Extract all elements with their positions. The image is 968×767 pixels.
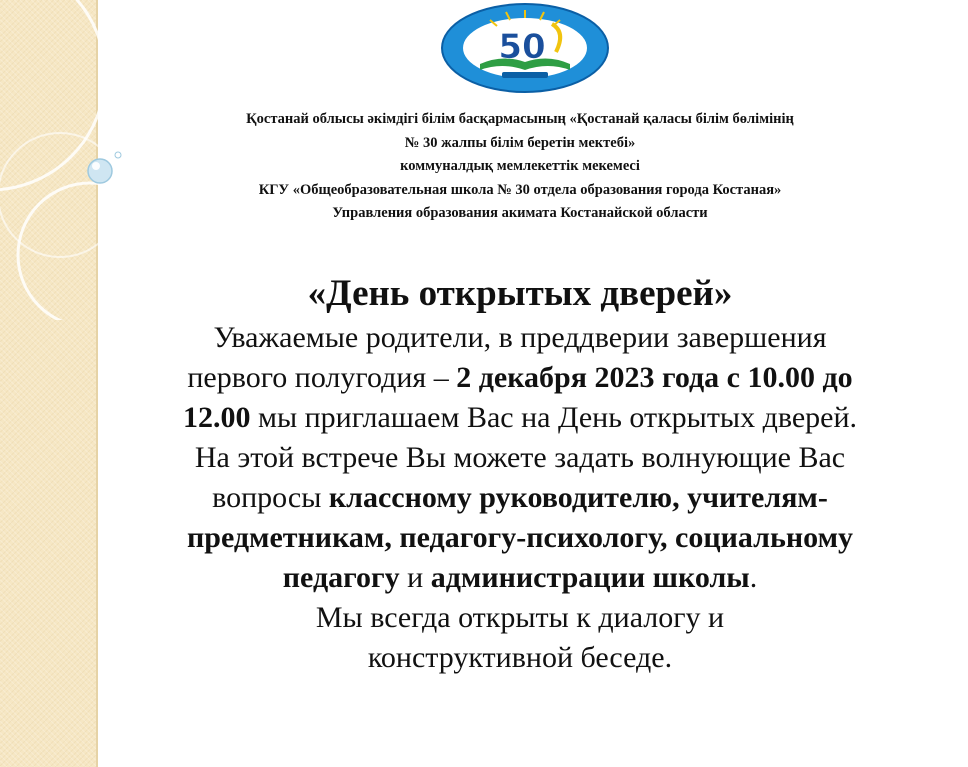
body-line <box>100 598 940 638</box>
audience-text: классному руководителю, учителям- <box>328 481 828 514</box>
body-line <box>100 638 940 678</box>
body-line <box>100 438 940 478</box>
header-line: КГУ «Общеобразовательная школа № 30 отдела образования города Костаная» <box>258 181 782 198</box>
audience-text: предметникам, педагогу-психологу, социальному <box>186 521 854 554</box>
header-line: Управления образования акимата Костанайской области <box>332 205 708 221</box>
body-text: Уважаемые родители, в преддверии завершения <box>213 321 827 354</box>
header-line: Қостанай облысы әкімдігі білім басқармасының «Қостанай қаласы білім бөлімінің <box>246 111 794 127</box>
audience-text: педагогу <box>282 561 400 594</box>
header-line: коммуналдық мемлекеттік мекемесі <box>400 158 640 174</box>
school-header <box>110 108 930 226</box>
page-title: «День открытых дверей» <box>307 273 733 314</box>
body-text: первого полугодия – <box>187 361 457 394</box>
header-line: № 30 жалпы білім беретін мектебі» <box>404 134 636 151</box>
body-line <box>100 398 940 438</box>
audience-text: администрации школы <box>430 561 750 594</box>
body-line <box>100 558 940 598</box>
body-line <box>100 518 940 558</box>
announcement-text <box>100 318 940 678</box>
body-text: и <box>399 561 431 594</box>
school-emblem-logo <box>440 2 610 94</box>
body-text: Мы всегда открыты к диалогу и <box>315 601 725 634</box>
body-text: вопросы <box>212 481 329 514</box>
body-text: . <box>749 561 758 594</box>
event-time-text: 12.00 <box>182 401 251 434</box>
logo-number: 50 <box>498 27 546 67</box>
body-text: На этой встрече Вы можете задать волнующие Вас <box>194 441 846 474</box>
body-line <box>100 358 940 398</box>
event-date-text: 2 декабря 2023 года с 10.00 до <box>456 361 853 394</box>
body-text: конструктивной беседе. <box>367 641 673 674</box>
body-line <box>100 318 940 358</box>
body-text: мы приглашаем Вас на День открытых дверей. <box>250 401 858 434</box>
body-line <box>100 478 940 518</box>
